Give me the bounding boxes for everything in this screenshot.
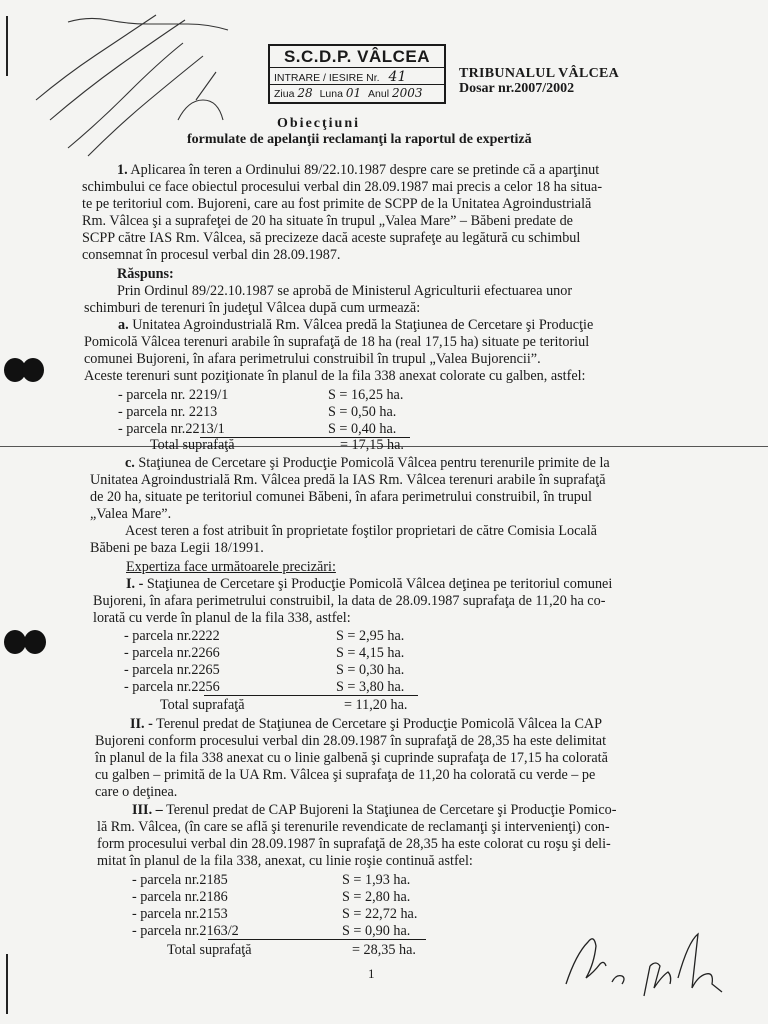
parcel-area: S = 2,95 ha.	[336, 628, 405, 644]
total-label: Total suprafaţă	[167, 942, 252, 958]
finding-i-label: I. -	[126, 576, 144, 592]
finding-iii-line: lă Rm. Vâlcea, (în care se află şi terenurile revendicate de reclamanţi şi intervenienţi) con-	[97, 819, 610, 835]
parcel-area: S = 0,50 ha.	[328, 404, 397, 420]
finding-iii-text: Terenul predat de CAP Bujoreni la Staţiunea de Cercetare şi Producţie Pomico-	[166, 802, 617, 818]
stamp-row-date	[274, 86, 423, 100]
parcel-name: - parcela nr.2185	[132, 872, 228, 888]
parcel-name: - parcela nr.2186	[132, 889, 228, 905]
question-number: 1.	[117, 162, 128, 178]
finding-iii-line: form procesului verbal din 28.09.1987 în suprafaţă de 28,35 ha este colorat cu roşu şi deli-	[97, 836, 611, 852]
section-a-line	[118, 317, 593, 334]
finding-i-line	[126, 576, 612, 593]
parcel-name: - parcela nr.2265	[124, 662, 220, 678]
question-line: te pe teritoriul com. Bujoreni, care au fost primite de SCPP de la Unitatea Agroindustrială	[82, 196, 592, 212]
parcel-name: - parcela nr. 2213	[118, 404, 218, 420]
section-c-line: Băbeni pe baza Legii 18/1991.	[90, 540, 264, 556]
signature	[556, 926, 752, 1006]
stamp-month-value: 01	[345, 86, 362, 100]
stamp-title: S.C.D.P. VÂLCEA	[283, 47, 431, 66]
punch-hole	[4, 630, 26, 654]
parcel-area: S = 0,40 ha.	[328, 421, 397, 437]
question-line: consemnat în procesul verbal din 28.09.1987.	[82, 247, 341, 263]
total-value: = 11,20 ha.	[344, 697, 408, 713]
section-a-text: Unitatea Agroindustrială Rm. Vâlcea predă la Staţiunea de Cercetare şi Producţie	[132, 317, 594, 333]
section-c-line: „Valea Mare”.	[90, 506, 172, 522]
parcel-name: - parcela nr.2222	[124, 628, 220, 644]
parcel-name: - parcela nr. 2219/1	[118, 387, 229, 403]
section-a-line: Aceste terenuri sunt poziţionate în planul de la fila 338 anexat colorate cu galben, astfel:	[84, 368, 586, 384]
parcel-area: S = 0,90 ha.	[342, 923, 411, 939]
parcel-area: S = 4,15 ha.	[336, 645, 405, 661]
total-label: Total suprafaţă	[160, 697, 245, 713]
section-c-label: c.	[125, 455, 135, 471]
finding-iii-label: III. –	[132, 802, 163, 818]
document-title: Obiecţiuni	[277, 116, 361, 131]
finding-i-line: lorată cu verde în planul de la fila 338, astfel:	[93, 610, 351, 626]
answer-label: Răspuns:	[117, 266, 174, 282]
case-number: Dosar nr.2007/2002	[459, 81, 575, 96]
registry-stamp	[268, 44, 446, 104]
stamp-day-label: Ziua	[274, 88, 295, 100]
finding-i-text: Staţiunea de Cercetare şi Producţie Pomicolă Vâlcea deţinea pe teritoriul comunei	[146, 576, 613, 592]
finding-i-line: Bujoreni, în afara perimetrului construibil, la data de 28.09.1987 suprafaţa de 11,20 ha co-	[93, 593, 606, 609]
question-line	[117, 162, 599, 179]
court-name: TRIBUNALUL VÂLCEA	[459, 66, 620, 81]
finding-ii-text: Terenul predat de Staţiunea de Cercetare şi Producţie Pomicolă Vâlcea la CAP	[156, 716, 603, 732]
stamp-day-value: 28	[297, 86, 313, 100]
section-c-line: Unitatea Agroindustrială Rm. Vâlcea predă la IAS Rm. Vâlcea terenuri arabile în suprafaţă	[90, 472, 606, 488]
punch-hole	[24, 630, 46, 654]
section-c-line	[125, 455, 610, 472]
question-line: schimbului ce face obiectul procesului verbal din 28.09.1987 mai precis a celor 18 ha situa-	[82, 179, 603, 195]
parcel-area: S = 0,30 ha.	[336, 662, 405, 678]
finding-ii-line: Bujoreni conform procesului verbal din 28.09.1987 în suprafaţă de 28,35 ha este delimitat	[95, 733, 607, 749]
sum-rule	[204, 695, 418, 696]
section-c-line: Acest teren a fost atribuit în proprietate foştilor proprietari de către Comisia Locală	[125, 523, 597, 539]
punch-hole	[22, 358, 44, 382]
margin-mark	[6, 16, 8, 76]
total-value: = 17,15 ha.	[340, 437, 404, 453]
finding-ii-line	[130, 716, 602, 733]
parcel-area: S = 1,93 ha.	[342, 872, 411, 888]
stamp-month-label: Luna	[319, 88, 343, 100]
section-c-line: de 20 ha, situate pe teritoriul comunei Băbeni, în afara perimetrului construibil, în trupul	[90, 489, 592, 505]
page-number: 1	[368, 966, 375, 981]
stamp-year-value: 2003	[391, 86, 423, 100]
section-a-label: a.	[118, 317, 129, 333]
parcel-name: - parcela nr.2213/1	[118, 421, 225, 437]
section-c-text: Staţiunea de Cercetare şi Producţie Pomicolă Vâlcea pentru terenurile primite de la	[138, 455, 610, 471]
parcel-area: S = 16,25 ha.	[328, 387, 404, 403]
finding-iii-line: mitat în planul de la fila 338, anexat, cu linie roşie continuă astfel:	[97, 853, 473, 869]
section-a-line: Pomicolă Vâlcea terenuri arabile în suprafaţă de 18 ha (real 17,15 ha) situate pe teritoriul	[84, 334, 590, 350]
section-a-line: comunei Bujoreni, în afara perimetrului construibil în trupul „Valea Bujorencii”.	[84, 351, 541, 367]
total-value: = 28,35 ha.	[352, 942, 416, 958]
finding-ii-label: II. -	[130, 716, 153, 732]
answer-line: Prin Ordinul 89/22.10.1987 se aprobă de Ministerul Agriculturii efectuarea unor	[117, 283, 573, 299]
finding-ii-line: care o deţinea.	[95, 784, 178, 800]
finding-ii-line: în planul de la fila 338 anexat cu o linie galbenă şi cuprinde suprafaţa de 17,15 ha colorată	[95, 750, 608, 766]
parcel-area: S = 2,80 ha.	[342, 889, 411, 905]
parcel-name: - parcela nr.2153	[132, 906, 228, 922]
parcel-area: S = 3,80 ha.	[336, 679, 405, 695]
stamp-number-label: INTRARE / IESIRE Nr.	[274, 72, 380, 84]
stamp-year-label: Anul	[368, 88, 390, 100]
findings-heading: Expertiza face următoarele precizări:	[126, 559, 336, 575]
parcel-name: - parcela nr.2266	[124, 645, 220, 661]
parcel-name: - parcela nr.2256	[124, 679, 220, 695]
finding-iii-line	[132, 802, 616, 819]
question-text: Aplicarea în teren a Ordinului 89/22.10.1987 despre care se pretinde că a aparţinut	[130, 162, 600, 178]
stamp-row-number	[274, 69, 406, 85]
finding-ii-line: cu galben – primită de la UA Rm. Vâlcea şi suprafaţa de 11,20 ha colorată cu verde – pe	[95, 767, 596, 783]
parcel-name: - parcela nr.2163/2	[132, 923, 239, 939]
stamp-number-value: 41	[388, 69, 407, 85]
total-label: Total suprafaţă	[150, 437, 235, 453]
sum-rule	[208, 939, 426, 940]
answer-line: schimburi de terenuri în judeţul Vâlcea după cum urmează:	[84, 300, 421, 316]
question-line: Rm. Vâlcea şi a suprafeţei de 20 ha situate în trupul „Valea Mare” – Băbeni predate de	[82, 213, 573, 229]
parcel-area: S = 22,72 ha.	[342, 906, 418, 922]
question-line: SCPP către IAS Rm. Vâlcea, să precizeze dacă aceste suprafeţe au legătură cu schimbul	[82, 230, 581, 246]
document-subtitle: formulate de apelanţii reclamanţi la raportul de expertiză	[187, 132, 532, 147]
margin-mark	[6, 954, 8, 1014]
